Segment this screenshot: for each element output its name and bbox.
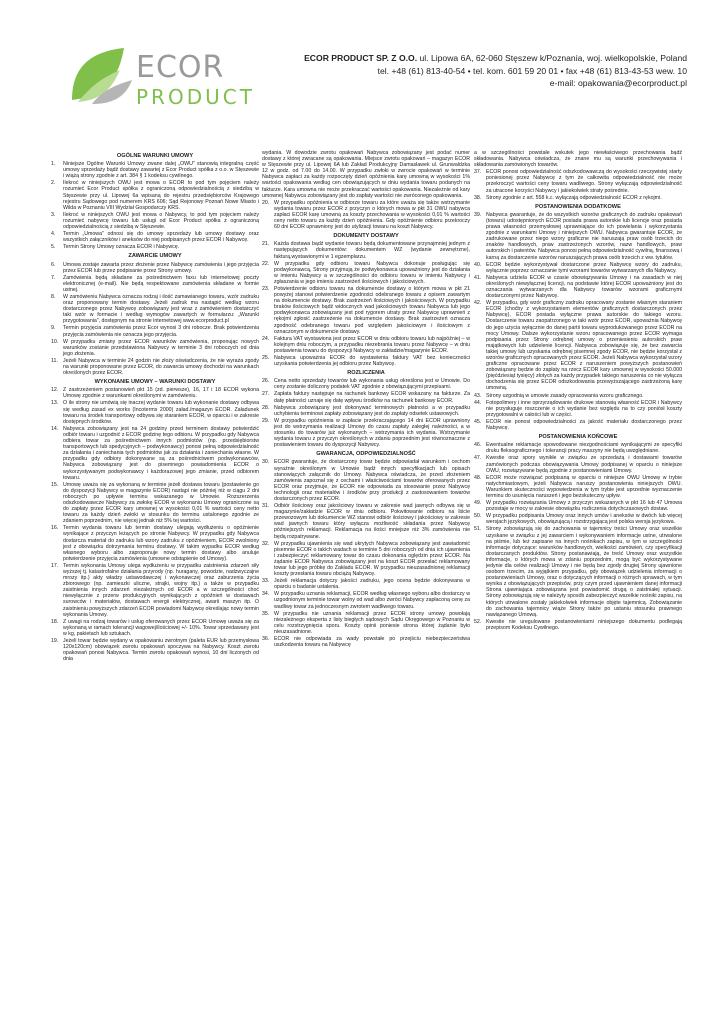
clause-item (51, 482, 259, 525)
section-heading: DOKUMENTY DOSTAWY (333, 233, 399, 240)
clause-item (474, 169, 682, 193)
clause-number: 31. (262, 503, 270, 510)
clause-item (262, 503, 470, 540)
clause-number: 23. (262, 285, 270, 292)
clause-number: 51. (474, 526, 482, 533)
section-heading: GWARANCJA, ODPOWIEDZIALNOŚĆ (316, 451, 416, 458)
clause-item (262, 261, 470, 285)
clause-text: Kwestie oraz spory wynikłe w związku ze sprzedażą i dostawami towarów zamówionych podczas obowiązywania Umowy podpisanej w oparciu o niniejsze OWU, rozwiązywane będą zgodnie z postanowieniami Umowy. (486, 455, 682, 474)
clause-number: 12. (51, 387, 59, 394)
clause-item (51, 231, 259, 243)
clause-text: Kwestie nie uregulowane postanowieniami niniejszego dokumentu podlegają przepisom Kodeksu Cywilnego. (486, 618, 682, 631)
clause-text: Termin przyjęcia zamówienia przez Ecor wynosi 3 dni robocze. Brak potwierdzenia przyjęcia zamówienia nie oznacza jego przyjęcia. (63, 325, 259, 338)
clause-number: 35. (262, 610, 270, 617)
clause-number: 16. (51, 525, 59, 532)
clause-item (51, 525, 259, 562)
clause-number: 17. (51, 562, 59, 569)
clause-text: Ewentualne reklamacje spowodowane niezgodnościami wynikającymi ze specyfiki druku fleksograficznego i tolerancji pracy maszyny nie będą uwzględniane. (486, 442, 682, 455)
section-heading: POSTANOWIENIA KOŃCOWE (538, 434, 618, 441)
clause-number: 7. (51, 274, 56, 281)
clause-item (262, 405, 470, 417)
clause-item (262, 336, 470, 354)
company-line-1 (227, 52, 687, 65)
clause-item (474, 442, 682, 454)
clause-text: W przypadku ujawnienia się wad ukrytych Nabywca zobowiązany jest zawiadomić pisemnie ECOR o takich wadach w terminie 5 dni roboczych od dnia ich ujawnienia i zabezpieczyć reklamowany towar do czasu dokonania oględzin przez ECOR. Na żądanie ECOR Nabywca zobowiązany jest na koszt ECOR przesłać reklamowany towar lub jego próbkę do Zakładu ECOR. W przypadku nieuzasadnionej reklamacji koszty przesłania towaru obciążą Nabywcę. (274, 540, 470, 578)
clause-item (474, 500, 682, 512)
clause-number: 48. (474, 474, 482, 481)
clause-text: ECOR nie odpowiada za wady powstałe po przejściu niebezpieczeństwa uszkodzenia towaru na Nabywcę (274, 636, 470, 649)
clause-item (51, 275, 259, 293)
clause-number: 37. (474, 169, 482, 176)
clause-item (51, 358, 259, 376)
clause-text: O ile strony nie umówią się inaczej wydanie towaru lub wykonanie dostawy odbywa się według zasad ex works (Incoterms 2000) załad./magazyn ECOR. Załadunek towaru na środek transportowy odbywa się staraniem ECOR, w oparciu i w zakresie dostępnych środków. (63, 400, 259, 425)
clause-number: 22. (262, 260, 270, 267)
clause-text: ECOR gwarantuje, że dostarczony towar będzie odpowiadał warunkom i cechom wyraźnie określonym w Umowie bądź innych specyfikacjach lub opisach stanowiących załącznik do Umowy. Nabywca oświadcza, że przed złożeniem zamówienia zapoznał się z cechami i właściwościami towarów oferowanych przez ECOR oraz przyjmuje, że ECOR nie odpowiada za stosowanie przez Nabywcę technologii oraz materiałów i środków przy produkcji z zastosowaniem towarów dostarczonych przez ECOR. (274, 459, 470, 502)
clause-number: 18. (51, 618, 59, 625)
logo-subtitle: PRODUCT (136, 85, 255, 109)
clause-item (262, 418, 470, 448)
clause-item (262, 241, 470, 259)
clause-number: 11. (51, 357, 58, 364)
section-heading: OGÓLNE WARUNKI UMOWY (116, 153, 194, 159)
clause-text: Nabywca zobowiązany jest dokonywać terminowych płatności a w przypadku uchybienia terminowi zapłaty zobowiązany jest do zapłaty odsetek ustawowych. (274, 404, 470, 417)
clause-text: Jeżeli towar będzie wydany w opakowaniu zwrotnym (paleta EUR lub przemysłowa 120x120cm) obowiązek zwrotu opakowań spoczywa na Nabywcy. Koszt zwrotu opakowań ponosi Nabywca. Termin zwrotu opakowań wynosi, 10 dni liczonych od dnia (63, 638, 259, 663)
clause-number: 50. (474, 513, 482, 520)
logo-wordmark: ECOR (136, 50, 225, 85)
clause-text: Termin „Umowa” odnosi się do umowy sprzedaży lub umowy dostawy oraz wszystkich załączników i aneksów do niej podpisanych przez ECOR i Nabywcę. (63, 231, 259, 244)
clause-text: W przypadku nie uznania reklamacji przez ECOR strony umowy powołają niezależnego eksperta z listy biegłych sądowych Sądu Okręgowego w Poznaniu w celu rozstrzygnięcia sporu. Koszty opinii poniesie strona której żądanie było nieuzasadnione. (274, 610, 470, 635)
clause-number: 46. (474, 442, 482, 449)
clause-item (262, 286, 470, 335)
clause-text: Potwierdzenie odbioru towaru na dokumencie dostawy o którym mowa w pkt 21 powyżej stanowi potwierdzenie zgodności odebranego towaru z opisem zawartym na dokumencie dostawy. Brak zastrzeżeń ilościowych i jakościowych. W przypadku braków ilościowych bądź widocznych wad jakościowych towaru Nabywca lub jego podwykonawca zobowiązany jest pod rygorem utraty przez Nabywcę uprawnień z rękojmi zgłosić zastrzeżenie na dokumencie dostawy. Brak zastrzeżeń oznacza zgodność odebranego towaru pod względem jakościowym i ilościowym z oznaczonym w dokumencie dostawy. (274, 285, 470, 335)
clause-text: W przypadku rozwiązania Umowy z przyczyn wskazanych w pkt 16 lub 47 Umowa pozostaje w mocy w zakresie obowiązku rozliczenia dotychczasowych dostaw. (486, 500, 682, 513)
clause-item (474, 275, 682, 299)
company-email: e-mail: opakowania@ecorproduct.pl (549, 78, 687, 88)
clause-text: W przypadku uznania reklamacji, ECOR według własnego wyboru albo dostarczy w uzgodnionym terminie towar wolny od wad albo zwróci Nabywcy zapłaconą cenę za wadliwy towar za jednoczesnym zwrotem wadliwego towaru. (274, 591, 470, 610)
clause-item (51, 426, 259, 481)
clause-text: Termin Strony Umowy oznacza ECOR i Nabywcę. (63, 244, 180, 251)
clause-number: 4. (51, 231, 56, 238)
clause-number: 6. (51, 261, 56, 268)
clause-text: Nabywca zobowiązany jest na 24 godziny przed terminem dostawy potwierdzić odbiór towaru i uzgodnić z ECOR godzinę tego odbioru. W przypadku gdy Nabywca odbiera towar za pośrednictwem innych podmiotów (np. przedsiębiorstw transportowych lub spedycyjnych – podwykonawcy) ponosi pełną odpowiedzialność za działania i zaniechania tych podmiotów jak za działania i zaniechania własne. W przypadku gdy odbiory dokonywane są za pośrednictwem podwykonawców, Nabywca zobowiązany jest do pisemnego powiadomienia ECOR o wykorzystywanym podwykonawcy i każdorazowej jego zmianie, przed odbiorem towaru. (63, 425, 259, 481)
clause-text: Niniejsze Ogólne Warunki Umowy zwane dalej „OWU” stanowią integralną część umowy sprzedaży bądź dostawy zawartej z Ecor Product spółka z o.o. w Stęszewie i wiążą strony zgodnie z art. 384 § 1 kodeksu cywilnego. (63, 161, 259, 180)
clause-text: ECOR będzie wykorzystywał dostarczone przez Nabywcę wzory do zadruku, wyłącznie poprzez oznaczanie tymi wzorami towarów wytwarzanych dla Nabywcy. (486, 261, 682, 274)
clause-text: Umowę uważa się za wykonaną w terminie jeżeli dostawa towaru (postawienie go do dyspozycji Nabywcy w magazynie ECOR) nastąpi nie później niż w ciągu 2 dni roboczych po upływie terminu wskazanego w Umowie. Rozszerzenia odszkodowawcze Nabywcy za zwłokę ECOR w wykonaniu Umowy ograniczone są do zapłaty przez ECOR kary umownej w wysokości 0,01 % wartości ceny netto towaru za każdy dzień zwłoki w stosunku do terminu ustalonego zgodnie ze zdaniem poprzednim, nie więcej jednak niż 5% tej wartości. (63, 481, 259, 525)
clause-text: W przypadku gdy odbioru towaru Nabywca dokonuje posługując się podwykonawcą, Strony przyjmują że podwykonawca upoważniony jest do działania w imieniu Nabywcy a w szczególności do odbioru towaru w imieniu Nabywcy i zgłaszania w jego imieniu zastrzeżeń ilościowych i jakościowych. (274, 260, 470, 285)
clause-number: 8. (51, 293, 56, 300)
clause-number: 14. (51, 425, 59, 432)
clause-number: 41. (474, 274, 482, 281)
clause-number: 30. (262, 459, 270, 466)
clause-item (51, 638, 259, 662)
clause-item (51, 212, 259, 230)
clause-text: W przypadku, gdy wzór graficzny zadruku opracowany zostanie własnym staraniem ECOR (choćby z wykorzystaniem elementów graficznych dostarczonych przez Nabywcę), ECOR posiada wyłączne prawa autorskie do takiego wzoru. Dostarczenie towaru zaopatrzonego w taki wzór przez ECOR, upoważnia Nabywcę do jego użycia wyłącznie do danej partii towaru wyprodukowanego przez ECOR na mocy Umowy. Dalsze wykorzystanie wzoru opracowanego przez ECOR wymaga podpisania przez Strony odrębnej umowy o przeniesieniu autorskich praw majątkowych lub udzielenie licencji. Nabywca zobowiązuje się, że bez zawarcia takiej umowy lub uzyskania odrębnej pisemnej zgody ECOR, nie będzie korzystał z wzorów graficznych opracowanych przez ECOR. Jeżeli Nabywca wykorzystał wzory graficzne opracowane przez ECOR z naruszeniem powyższych postanowień zobowiązany będzie do zapłaty na rzecz ECOR kary umownej w wysokości 50.000 (pięćdziesiąt tysięcy) złotych za każdy przypadek takiego naruszenia co nie wyłącza dochodzenia się przez ECOR odszkodowania przewyższającego zastrzeżoną karę umowną. (486, 300, 682, 392)
clause-item (262, 355, 470, 367)
clause-text: W przypadku opóźnienia w odbiorze towaru za które uważa się także wstrzymanie wydania towaru przez ECOR z przyczyn o których mowa w pkt 31 OWU nabywca zapłaci ECOR karę umowną za koszty przechowania w wysokości 0,01 % wartości ceny netto towaru za każdy dzień opóźnienia. Gdy opóźnienie odbioru przekroczy 60 dni ECOR uprawniony jest do utylizacji towaru na koszt Nabywcy. (274, 199, 470, 231)
clause-number: 40. (474, 261, 482, 268)
clause-item (51, 244, 259, 250)
clause-item (262, 541, 470, 578)
company-contact: tel. +48 (61) 813-40-54 • tel. kom. 601 59 20 01 • fax +48 (61) 813-43-53 wew. 10 (377, 65, 687, 76)
section-heading: WYKONANIE UMOWY – WARUNKI DOSTAWY (94, 379, 216, 386)
clause-item (51, 563, 259, 618)
clause-item (474, 262, 682, 274)
clause-item (262, 378, 470, 390)
clause-text: Zamówienia będą składane za pośrednictwem faxu lub internetowej poczty elektronicznej (e-mail). Nie będą respektowane zamówienia składane w formie ustnej. (63, 274, 259, 293)
clause-item (474, 513, 682, 525)
clause-number: 3. (51, 211, 56, 218)
clause-item (474, 400, 682, 418)
clause-number: 21. (262, 241, 270, 248)
clause-number: 5. (51, 244, 56, 251)
clause-item (262, 459, 470, 502)
clause-text: Strony zobowiązują się do zachowania w tajemnicy treści Umowy oraz wszelkie uzyskane w związku z jej zawarciem i wykonywaniem informacje ustne, utrwalone na piśmie, lub też zapisane na innych nośnikach zapisu, w tym w szczególności informacje dotyczące: warunków handlowych, wielkości zamówień, czy specyfikacji dostarczanych produktów. Strony postanawiają, że treść Umowy oraz wszystkie informacje, o których mowa w zdaniu poprzednim, mogą być wykorzystywane jedynie dla celów realizacji Umowy i nie będą bez zgody drugiej Strony ujawnione osobom trzecim, za wyjątkiem przypadku, gdy obowiązek udzielenia informacji o postanowieniach Umowy, oraz o dotyczących informacji o różnych sprawach, w tym wynika z obowiązujących przepisów, przy czym przed ujawnieniem danej informacji Strona ujawniająca zobowiązana jest powiadomić drugą o zaistniałej sytuacji. Strony zobowiązują się w należyty sposób zabezpieczyć wszelkie nośniki zapisu, na których utrwalone zostały jakiekolwiek informacje objęte tajemnicą. Zobowiązanie do zachowania tajemnicy wiąże Strony także po ustaniu stosunku prawnego nawiązanego Umową. (486, 526, 682, 618)
clause-item (262, 636, 470, 648)
clause-item (51, 262, 259, 274)
clause-number: 49. (474, 500, 482, 507)
clause-item (474, 455, 682, 473)
clause-item (51, 161, 259, 179)
clause-item (474, 195, 682, 201)
clause-number: 45. (474, 418, 482, 425)
clause-text: Jeżeli reklamacja dotyczy jakości zadruku, jego ocena będzie dokonywana w oparciu o badanie ustalenia. (274, 578, 470, 591)
clause-text: Strony zgodnie z art. 558 k.c. wyłączają odpowiedzialność ECOR z rękojmi. (486, 194, 662, 201)
clause-text: Odbiór ilościowy oraz jakościowy towaru w zakresie wad jawnych odbywa się w magazynie/zakładzie ECOR w dniu odbioru. Pokwitowanie odbioru na liście przewozowym lub dokumencie WZ stanowi odbiór ilościowy i jakościowy w zakresie wad jawnych towaru który wyłącza możliwość składania przez Nabywcę późniejszych reklamacji. Reklamacja na ilości mniejsze niż 3% zamówienia nie będą rozpatrywane. (274, 503, 470, 540)
clause-item (51, 325, 259, 337)
clause-text: Termin wykonania Umowy ulega wydłużeniu w przypadku zaistnienia zdarzeń siły wyższej tj. katastrofalne działania przyrody (np. huragany, powodzie, nadzwyczajne mrozy itp.) akty władzy ustawodawczej i wykonawczej oraz zaburzenia życia zbiorowego (np. zamieszki uliczne, strajki, wojny itp.) a także w przypadku zaistnienia innych zdarzeń niezależnych od ECOR a w szczególności choć niewyłącznie z przerw produkcyjnych wynikających z opóźnień w dostawach surowców i materiałów, dostawach energii elektrycznej, awarii maszyn itp. O zaistnieniu powyższych zdarzeń ECOR powiadomi Nabywcę określając nowy termin wykonania Umowy. (63, 562, 259, 618)
column-3 (474, 150, 682, 632)
clause-number: 33. (262, 578, 270, 585)
clause-text: ECOR może rozwiązać podpisaną w oparciu o niniejsze OWU Umowę w trybie natychmiastowym, jeżeli Nabywca naruszy postanowienia niniejszych OWU. Warunkiem skuteczności wypowiedzenia w tym trybie jest uprzednie wyznaczenie terminu do usunięcia naruszeń i jego bezskuteczny upływ. (486, 474, 682, 499)
clause-text: Nabywca upoważnia ECOR do wystawienia faktury VAT bez konieczności uzyskania potwierdzenia jej odbioru przez Nabywcę. (274, 355, 470, 368)
clause-text: W zamówieniu Nabywca oznacza rodzaj i ilość zamawianego towaru, wzór zadruku oraz proponowany termin dostawy. Jeżeli zadruk ma nastąpić według wzoru dostarczonego przez Nabywcę zobowiązany jest wraz z zamówieniem dostarczyć taki wzór w formacie i według wymogów zawartych w formularzu: „Warunki przygotowania”, dostępnym na stronie internetowej www.ecorproduct.pl (63, 293, 259, 325)
clause-number: 20. (262, 199, 270, 206)
clause-number: 13. (51, 400, 59, 407)
clause-item (262, 391, 470, 403)
clause-item (51, 294, 259, 324)
clause-number: 27. (262, 391, 270, 398)
clause-text: Cena netto sprzedaży towarów lub wykonania usług określona jest w Umowie. Do ceny zostanie doliczony podatek VAT zgodnie z obowiązującymi przepisami. (274, 378, 470, 391)
clause-number: 32. (262, 540, 270, 547)
clause-item (262, 578, 470, 590)
clause-item (474, 526, 682, 617)
clause-number: 29. (262, 417, 270, 424)
clause-text: W przypadku podpisania Umowy oraz innych umów i aneksów w dwóch lub więcej wersjach językowych, obowiązującą i rozstrzygającą jest polska wersja językowa. (486, 513, 682, 526)
clause-item (474, 419, 682, 431)
clause-text: Faktura VAT wystawiona jest przez ECOR w dniu odbioru towaru lub najpóźniej – w kolejnym dniu roboczym, a przypadku niezebrania towaru przez Nabywcę – w dniu postawienia towaru do dyspozycji Nabywcy w zakładzie/magazynie ECOR. (274, 335, 470, 354)
clause-item (474, 300, 682, 391)
company-info (227, 52, 687, 90)
clause-text: ECOR ponosi odpowiedzialność odszkodowawczą do wysokości rzeczywistej starty poniesionej przez Nabywcę z tym że całkowita odpowiedzialność nie może przekroczyć wartości ceny towaru wadliwego. Strony wyłączają odpowiedzialność za utracone korzyści Nabywcy i jakiekolwiek straty pośrednie. (486, 169, 682, 194)
clause-number: 38. (474, 194, 482, 201)
clause-text: Każda dostawa bądź wydanie towaru będą dokumentowane przynajmniej jednym z następujących dokumentów: dokumentem WZ (wydanie zewnętrzne), fakturą,wystawionymi w 1 egzemplarzu. (274, 241, 470, 260)
clause-number: 47. (474, 455, 482, 462)
clause-item (51, 180, 259, 210)
clause-number: 24. (262, 335, 270, 342)
clause-text: Z uwagi na rodzaj towarów i usług oferowanych przez ECOR Umowę uważa się za wykonaną w ramach tolerancji wagowej/ilościowej +/- 10%. Towar sprzedawany jest w kg, pakietach lub sztukach. (63, 618, 259, 637)
clause-item (262, 200, 470, 230)
clause-number: 36. (262, 636, 270, 643)
clause-number: 34. (262, 591, 270, 598)
clause-text: Fotopolimery i inne oprzyrządowanie drukowe stanowią własność ECOR i Nabywcy nie przysługuje roszczenie o ich wydanie bez względu na to czy poniósł koszty przygotowalni w całości lub w części. (486, 399, 682, 418)
clause-number: 10. (51, 338, 59, 345)
clause-text: Ilekroć w niniejszych OWU jest mowa o Nabywcy, to pod tym pojęciem należy rozumieć nabywcę towaru lub usługi od Ecor Product spółka z ograniczoną odpowiedzialnością z siedzibą w Stęszewie. (63, 211, 259, 231)
clause-text: Termin wydania towaru lub termin dostawy ulegają wydłużeniu o opóźnienie wynikające z przyczyn leżących po stronie Nabywcy. W przypadku gdy Nabywca dostarcza materiał do zadruku lub wzory zadruku z opóźnieniem, ECOR zwolniony jest z obowiązku dotrzymania terminu dostawy. W takim wypadku ECOR według własnego wyboru albo zaproponuje nowy termin dostawy albo anuluje potwierdzenie przyjęcia zamówienia (umowne odstąpienie od Umowy). (63, 525, 259, 562)
clause-text: Nabywca udziela ECOR w czasie obowiązywania Umowy i na zasadach w niej określonych niewyłącznej licencji, na podstawie której ECOR upoważniony jest do oznaczania wytwarzanych dla Nabywcy towarów wzorami graficznymi dostarczonymi przez Nabywcę. (486, 274, 682, 300)
clause-item (262, 611, 470, 635)
clause-item (51, 400, 259, 424)
section-heading: POSTANOWIENIA DODATKOWE (535, 203, 621, 210)
paragraph: a w szczególności powstałe wskutek jego niewłaściwego przechowania bądź składowania. Nabywca oświadcza, że znane mu są warunki przechowywania i składowania zamówionych towarów. (474, 150, 682, 169)
clause-text: W przypadku opóźnienia w zapłacie przekraczającego 14 dni ECOR uprawniony jest do wstrzymania realizacji Umowy do czasu zapłaty zaległej należności, a w stosunku do towarów już wykonanych – wstrzymania ich wydania. Wstrzymanie wydania towaru z przyczyn określonych w zdaniu poprzednim jest równoznaczne z postawieniem towaru do dyspozycji Nabywcy. (274, 417, 470, 449)
clause-number: 25. (262, 355, 270, 361)
clause-item (51, 339, 259, 357)
column-1 (51, 150, 259, 663)
clause-text: W przypadku zmiany przez ECOR warunków zamówienia, proponując nowych warunków zostanie przedstawiona Nabywcy w terminie 3 dni roboczych od dnia jego złożenia. (63, 338, 259, 357)
clause-text: ECOR nie ponosi odpowiedzialności za jakość materiału dostarczonego przez Nabywcę. (486, 418, 682, 432)
clause-item (474, 619, 682, 631)
clause-item (474, 393, 682, 399)
clause-text: Ilekroć w niniejszych OWU jest mowa o ECOR to pod tym pojęciem należy rozumieć Ecor Product spółka z ograniczoną odpowiedzialnością z siedzibą w Stęszewie przy ul. Lipowej 6a wpisaną do rejestru przedsiębiorców Krajowego rejestru Sądowego pod numerem KRS 606; Sąd Rejonowy Poznań Nowe Miasto i Wilda w Poznaniu VIII Wydział Gospodarczy KRS. (63, 180, 259, 211)
clause-number: 52. (474, 618, 482, 625)
clause-text: Strony uzgodnią w umowie zasady opracowania wzoru graficznego. (486, 392, 644, 399)
clause-text: Nabywca gwarantuje, że do wszystkich wzorów graficznych do zadruku opakowań (towaru) udostępnionych ECOR posiada prawa autorskie lub licencje oraz posiada prawa własności przemysłowej uprawniające do ich powielania i wykorzystania zgodnie z warunkami Umowy i niniejszych OWU. Nabywca gwarantuje ECOR, że zadrukowane przez niego wzory graficzne nie naruszają praw osób trzecich do znaków handlowych, praw zastrzeżonych wzorów, nazw handlowych, praw autorskich i patentów. Nabywca ponosi pełną odpowiedzialność cywilną, finansową i karną za dostarczenie wzorów naruszających prawa osób trzecich z ww. tytułów. (486, 211, 682, 261)
section-heading: ROZLICZENIA (347, 370, 385, 377)
paragraph: wydania. W dowodzie zwrotu opakowań Nabywca zobowiązany jest podać numer dostawy z której zwracane są opakowania. Miejsce zwrotu opakowań – magazyn ECOR w Stęszewie przy ul. Lipowej 6A lub Zakład Produkcyjny Damasławek ul. Grunwaldzka 12 w godz. od 7.00 do 14.00. W przypadku zwłoki w zwrocie opakowań w terminie Nabywca zapłaci za każdy rozpoczęty dzień opóźnienia karę umowną w wysokości 1% wartości opakowania według cen obowiązujących w dniu wydania towaru podanych na fakturze. Kara umowna nie może przekraczać wartości opakowania. Niezależnie od kary umownej Nabywca zobowiązany jest do zapłaty wartości nie zwróconego opakowania. (262, 150, 470, 199)
clause-item (51, 619, 259, 637)
clause-number: 19. (51, 638, 59, 645)
clause-number: 39. (474, 211, 482, 218)
clause-number: 28. (262, 404, 270, 411)
clause-text: Zapłata faktury następuje na rachunek bankowy ECOR wskazany na fakturze. Za datę płatności uznaje się datę wpływu środków na rachunek bankowy ECOR. (274, 391, 470, 404)
clause-number: 43. (474, 392, 482, 399)
clause-number: 9. (51, 325, 56, 332)
clause-number: 42. (474, 300, 482, 307)
clause-item (262, 591, 470, 609)
clause-text: Jeżeli Nabywca w terminie 24 godzin nie złoży oświadczenia, że nie wyraża zgody na warunki proponowane przez ECOR, do zawarcia umowy dochodzi na warunkach określonych przez ECOR. (63, 357, 259, 377)
clause-number: 1. (51, 161, 56, 168)
clause-number: 15. (51, 481, 59, 488)
clause-item (474, 212, 682, 261)
clause-number: 44. (474, 399, 482, 406)
column-2 (262, 150, 470, 649)
clause-text: Z zastrzeżeniem postanowień pkt 15 (zd. pierwsze), 16, 17 i 18 ECOR wykona Umowę zgodnie z warunkami określonymi w zamówieniu. (63, 387, 259, 400)
clause-number: 2. (51, 180, 56, 187)
company-name: ECOR PRODUCT SP. Z O.O. (304, 53, 418, 63)
clause-item (474, 475, 682, 499)
company-address: ul. Lipowa 6A, 62-060 Stęszew k/Poznania, woj. wielkopolskie, Poland (419, 53, 687, 63)
section-heading: ZAWARCIE UMOWY (128, 253, 182, 260)
clause-number: 26. (262, 378, 270, 385)
clause-text: Umowa zostaje zawarta przez złożenie przez Nabywcę zamówienia i jego przyjęcia przez ECOR lub przez podpisanie przez Strony umowy. (63, 261, 259, 274)
clause-item (51, 387, 259, 399)
